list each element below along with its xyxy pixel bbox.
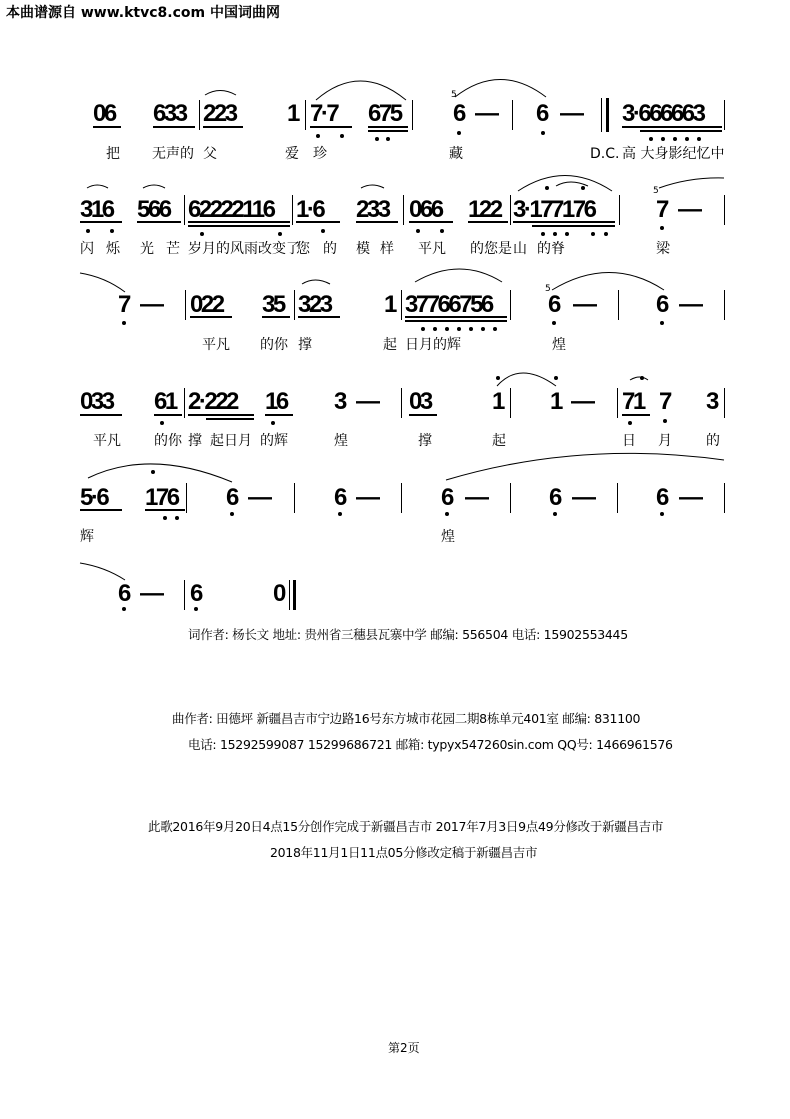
note-group: 066 — [409, 196, 442, 223]
lyric: 烁 — [106, 241, 120, 257]
lyric: 无声的 — [152, 146, 194, 162]
note-group: 6 — [549, 484, 560, 511]
note-group: 37766756 — [405, 291, 492, 318]
note-group: 1 — [492, 388, 503, 415]
note-group: 6 — [536, 100, 547, 127]
lyric: 日 — [622, 433, 636, 449]
note-group: 61 — [154, 388, 176, 415]
note-group: — — [679, 291, 701, 318]
lyric: 父 — [203, 146, 217, 162]
note-group: 122 — [468, 196, 501, 223]
note-group: 3 — [334, 388, 345, 415]
note-group: — — [475, 100, 497, 127]
lyric: 的你 — [260, 337, 288, 353]
revision-history-2: 2018年11月1日11点05分修改定稿于新疆昌吉市 — [270, 845, 538, 860]
note-group: 2·222 — [188, 388, 237, 415]
lyric: 把 — [106, 146, 120, 162]
note-group: 3·666663 — [622, 100, 704, 127]
note-group: 6 — [190, 580, 201, 607]
lyric: 撑 — [188, 433, 202, 449]
note-group: 566 — [137, 196, 170, 223]
note-group: 1 — [287, 100, 298, 127]
lyric: 煌 — [334, 433, 348, 449]
note-group: 3 — [706, 388, 717, 415]
lyric: 煌 — [552, 337, 566, 353]
note-group: 6 — [656, 484, 667, 511]
note-group: — — [571, 388, 593, 415]
lyric: 平凡 — [202, 337, 230, 353]
composer-info: 曲作者: 田德坪 新疆昌吉市宁边路16号东方城市花园二期8栋单元401室 邮编: 831100 — [172, 711, 641, 726]
lyric: 的您是 — [470, 241, 512, 257]
lyric: 您 — [296, 241, 310, 257]
lyric: 高 大身影纪忆中 — [622, 146, 725, 162]
note-group: 233 — [356, 196, 389, 223]
lyric: 撑 — [418, 433, 432, 449]
lyric: 起 — [383, 337, 397, 353]
note-group: 7 — [659, 388, 670, 415]
lyric: 藏 — [449, 146, 463, 162]
page-number: 第2页 — [388, 1041, 420, 1055]
note-group: — — [356, 484, 378, 511]
note-group: — — [572, 484, 594, 511]
lyric: 撑 — [298, 337, 312, 353]
lyric: 的 — [706, 433, 720, 449]
note-group: 71 — [622, 388, 644, 415]
note-group: 3·177176 — [513, 196, 595, 223]
lyric: 岁月的风雨改变了 — [188, 241, 300, 257]
revision-history-1: 此歌2016年9月20日4点15分创作完成于新疆昌吉市 2017年7月3日9点49分修改于新疆昌吉市 — [148, 819, 664, 834]
lyric: 辉 — [80, 529, 94, 545]
note-group: — — [356, 388, 378, 415]
lyric: 珍 — [313, 146, 327, 162]
note-group: 06 — [93, 100, 115, 127]
note-group: 03 — [409, 388, 431, 415]
lyric: 芒 — [166, 241, 180, 257]
note-group: — — [248, 484, 270, 511]
note-group: 022 — [190, 291, 223, 318]
note-group: 0 — [273, 580, 284, 607]
note-group: 1 — [550, 388, 561, 415]
note-group: 5·6 — [80, 484, 108, 511]
lyric: 起 — [492, 433, 506, 449]
note-group: — — [140, 291, 162, 318]
lyric: 的 — [323, 241, 337, 257]
lyric: D.C. — [590, 146, 620, 162]
note-group: 323 — [298, 291, 331, 318]
note-group: 223 — [203, 100, 236, 127]
note-group: 35 — [262, 291, 284, 318]
note-group: 316 — [80, 196, 113, 223]
note-group: 6 — [453, 100, 464, 127]
note-group: 6 — [441, 484, 452, 511]
note-group: — — [560, 100, 582, 127]
note-group: — — [465, 484, 487, 511]
lyric: 的辉 — [260, 433, 288, 449]
note-group: 6 — [226, 484, 237, 511]
composer-contact: 电话: 15292599087 15299686721 邮箱: typyx547260sin.com QQ号: 1466961576 — [188, 737, 673, 752]
note-group: 6 — [548, 291, 559, 318]
note-group: 6 — [334, 484, 345, 511]
note-group: 1 — [384, 291, 395, 318]
lyric: 闪 — [80, 241, 94, 257]
note-group: 633 — [153, 100, 186, 127]
lyric: 的你 — [154, 433, 182, 449]
lyric: 光 — [140, 241, 154, 257]
lyricist-info: 词作者: 杨长文 地址: 贵州省三穗县瓦寨中学 邮编: 556504 电话: 15902553445 — [188, 627, 628, 642]
note-group: — — [678, 196, 700, 223]
note-group: — — [573, 291, 595, 318]
site-header: 本曲谱源自 www.ktvc8.com 中国词曲网 — [6, 5, 280, 21]
note-group: 176 — [145, 484, 178, 511]
lyric: 起日月 — [210, 433, 252, 449]
lyric: 模 — [356, 241, 370, 257]
lyric: 平凡 — [93, 433, 121, 449]
note-group: 1·6 — [296, 196, 324, 223]
lyric: 山 — [513, 241, 527, 257]
note-group: 033 — [80, 388, 113, 415]
note-group: 7 — [118, 291, 129, 318]
note-group: 6 — [118, 580, 129, 607]
note-group: 7 — [656, 196, 667, 223]
note-group: 62222116 — [188, 196, 274, 223]
note-group: 7·7 — [310, 100, 338, 127]
lyric: 平凡 — [418, 241, 446, 257]
note-group: 16 — [265, 388, 287, 415]
note-group: 6 — [656, 291, 667, 318]
lyric: 梁 — [656, 241, 670, 257]
lyric: 月 — [658, 433, 672, 449]
note-group: — — [679, 484, 701, 511]
lyric: 样 — [380, 241, 394, 257]
lyric: 的脊 — [537, 241, 565, 257]
lyric: 煌 — [441, 529, 455, 545]
lyric: 日月的辉 — [405, 337, 461, 353]
note-group: 675 — [368, 100, 401, 127]
note-group: — — [140, 580, 162, 607]
lyric: 爱 — [285, 146, 299, 162]
